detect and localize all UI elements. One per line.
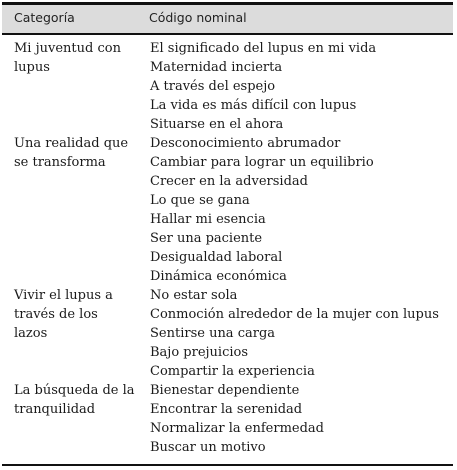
- category-cell: Vivir el lupus a través de los lazos: [14, 288, 113, 341]
- code-cell: El significado del lupus en mi vida: [150, 41, 377, 56]
- code-cell: Desigualdad laboral: [150, 250, 283, 265]
- code-cell: Desconocimiento abrumador: [150, 136, 341, 151]
- code-cell: No estar sola: [150, 288, 238, 303]
- header-rule: [2, 33, 453, 35]
- code-cell: Ser una paciente: [150, 231, 263, 246]
- code-cell: Encontrar la serenidad: [150, 402, 303, 417]
- column-header-category: Categoría: [14, 10, 75, 25]
- code-cell: Maternidad incierta: [150, 60, 283, 75]
- code-cell: Crecer en la adversidad: [150, 174, 308, 189]
- code-cell: Normalizar la enfermedad: [150, 421, 324, 436]
- code-cell: Lo que se gana: [150, 193, 250, 208]
- code-cell: Bienestar dependiente: [150, 383, 300, 398]
- category-cell: Mi juventud con lupus: [14, 41, 121, 75]
- code-cell: La vida es más difícil con lupus: [150, 98, 357, 113]
- code-cell: Cambiar para lograr un equilibrio: [150, 155, 374, 170]
- code-cell: Compartir la experiencia: [150, 364, 315, 379]
- code-cell: Conmoción alrededor de la mujer con lupus: [150, 307, 439, 322]
- code-cell: A través del espejo: [150, 79, 276, 94]
- column-header-code: Código nominal: [149, 10, 247, 25]
- code-cell: Sentirse una carga: [150, 326, 276, 341]
- bottom-rule: [2, 464, 453, 466]
- code-cell: Situarse en el ahora: [150, 117, 284, 132]
- top-rule: [2, 2, 453, 5]
- table-header-row: [2, 2, 453, 35]
- categories-table: [2, 2, 453, 466]
- code-cell: Bajo prejuicios: [150, 345, 249, 360]
- category-cell: Una realidad que se transforma: [14, 136, 129, 170]
- code-cell: Buscar un motivo: [150, 440, 266, 455]
- category-cell: La búsqueda de la tranquilidad: [14, 383, 135, 417]
- code-cell: Hallar mi esencia: [150, 212, 266, 227]
- code-cell: Dinámica económica: [150, 269, 287, 284]
